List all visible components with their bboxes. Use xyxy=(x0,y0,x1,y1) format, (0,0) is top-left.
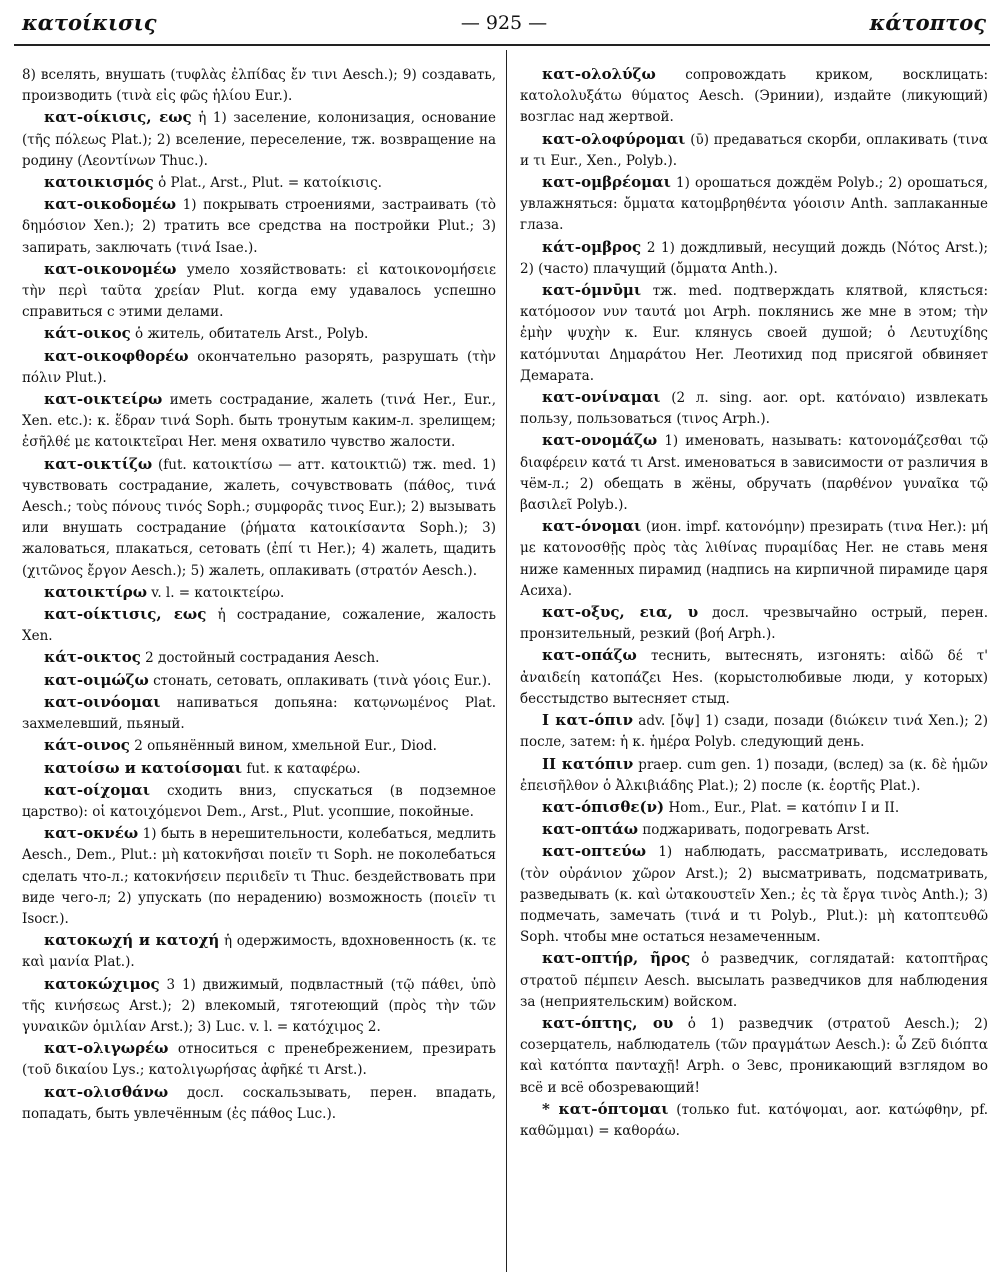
left-column xyxy=(22,64,496,1125)
dictionary-entry: κατ-οίκισις, εως ἡ 1) заселение, колонизация, основание (τῆς πόλεως Plat.); 2) вселение, переселение, тж. возвращение на родину (Λεοντίνων Thuc.). xyxy=(22,108,496,169)
dictionary-entry: κατ-οικτείρω иметь сострадание, жалеть (τινά Her., Eur., Xen. etc.): κ. ἕδραν τινά Soph. быть тронутым каким-л. зрелищем; ἐσῆλθέ με κατοικτεῖραι Her. меня охватило чувство жалости. xyxy=(22,390,496,451)
running-head-right: κάτοπτος xyxy=(869,10,986,35)
dictionary-entry: κατοικισμός ὁ Plat., Arst., Plut. = κατοίκισις. xyxy=(44,173,382,192)
dictionary-entry: κατοίσω и κατοίσομαι fut. к καταφέρω. xyxy=(44,758,361,777)
page-number: — 925 — xyxy=(460,12,548,34)
dictionary-entry: κατ-οινόομαι напиваться допьяна: κατῳνωμένος Plat. захмелевший, пьяный. xyxy=(22,692,496,733)
dictionary-entry: κατοκωχή и κατοχή ἡ одержимость, вдохновенность (κ. τε καὶ μανία Plat.). xyxy=(22,931,497,971)
dictionary-entry: κατ-οικονομέω умело хозяйствовать: εἰ κατοικονομήσειε τὴν περὶ ταῦτα χρείαν Plut. когда ему удавалось успешно справиться с этими делами. xyxy=(22,259,496,321)
dictionary-entry: κατ-οπτεύω 1) наблюдать, рассматривать, исследовать (τὸν οὐράνιον χῶρον Arst.); 2) высматривать, подсматривать, разведывать (κ. καὶ ὠτακουστεῖν Xen.; ἐς τὰ ἔργα τινὸς Anth.); 3) подмечать, замечать (τινά и τι Polyb., Plut.): μὴ κατοπτευθῶ Soph. чтобы мне остаться незамеченным. xyxy=(520,842,988,946)
dictionary-entry: κατ-όνομαι (ион. impf. κατονόμην) презирать (τινα Her.): μή με κατονοσθῇς πρὸς τὰς λιθίνας πυραμίδας Her. не ставь меня ниже каменных пирамид (надпись на кирпичной пирамиде царя Асиха). xyxy=(520,517,989,599)
dictionary-entry: κάτ-ομβρος 2 1) дождливый, несущий дождь (Νότος Arst.); 2) (часто) плачущий (ὄμματα Anth.). xyxy=(520,237,989,277)
page-header xyxy=(22,10,986,40)
dictionary-entry: κατ-οίχομαι сходить вниз, спускаться (в подземное царство): οἱ κατοιχόμενοι Dem., Arst., Plut. усопшие, покойные. xyxy=(22,780,496,820)
dictionary-entry: κατ-όμνῡμι тж. med. подтверждать клятвой, клясться: κατόμοσον νυν ταυτά μοι Arph. поклянись же мне в этом; τὴν ἐμὴν ψυχὴν κ. Eur. клянусь своей душой; ὁ Λευτυχίδης κατόμνυται Δημαράτου Her. Леотихид под присягой обвиняет Демарата. xyxy=(520,281,989,384)
header-rule xyxy=(14,44,990,46)
dictionary-entry: κατ-οιμώζω стонать, сетовать, оплакивать (τινὰ γόοις Eur.). xyxy=(44,670,492,689)
dictionary-entry: κατ-οκνέω 1) быть в нерешительности, колебаться, медлить Aesch., Dem., Plut.: μὴ κατοκνῆσαι ποιεῖν τι Soph. не поколебаться сделать что-л.; κατοκνήσειν περιιδεῖν τι Thuc. бездействовать при виде чего-л; 2) упускать (по нерадению) возможность (ποιεῖν τι Isocr.). xyxy=(22,824,496,927)
dictionary-entry: κατ-όπισθε(ν) Hom., Eur., Plat. = κατόπιν I и II. xyxy=(542,797,900,816)
dictionary-entry: κατ-ολισθάνω досл. соскальзывать, перен. впадать, попадать, быть увлечённым (ἐς πάθος Luc.). xyxy=(22,1082,497,1122)
dictionary-entry: κάτ-οικτος 2 достойный сострадания Aesch. xyxy=(44,648,380,667)
dictionary-entry: κατοικτίρω v. l. = κατοικτείρω. xyxy=(44,582,285,601)
dictionary-entry: κατοκώχιμος 3 1) движимый, подвластный (τῷ πάθει, ὑπὸ τῆς κινήσεως Arst.); 2) влекомый, тяготеющий (πρὸς τὴν τῶν γυναικῶν ὁμιλίαν Arst.); 3) Luc. v. l. = κατόχιμος 2. xyxy=(22,974,496,1035)
dictionary-entry: κατ-οικοφθορέω окончательно разорять, разрушать (τὴν πόλιν Plut.). xyxy=(22,346,496,386)
dictionary-entry: 8) вселять, внушать (τυφλὰς ἐλπίδας ἔν τινι Aesch.); 9) создавать, производить (τινὰ εἰς φῶς ἡλίου Eur.). xyxy=(22,67,496,105)
dictionary-entry: κατ-οξυς, εια, υ досл. чрезвычайно острый, перен. пронзительный, резкий (βοή Arph.). xyxy=(520,603,988,643)
dictionary-entry: κατ-ονίναμαι (2 л. sing. aor. opt. κατόναιο) извлекать пользу, пользоваться (τινος Arph.). xyxy=(520,388,988,428)
dictionary-entry: κατ-ονομάζω 1) именовать, называть: κατονομάζεσθαι τῷ διαφέρειν κατά τι Arst. именоваться в зависимости от различия в чём-л.; 2) обещать в жёны, обручать (παρθένον γυναῖκα τῷ βασιλεῖ Polyb.). xyxy=(520,431,988,514)
dictionary-entry: κατ-ολιγωρέω относиться с пренебрежением, презирать (τοῦ δικαίου Lys.; κατολιγωρήσας ἀφῆκέ τι Arst.). xyxy=(22,1039,496,1079)
dictionary-entry: κάτ-οικος ὁ житель, обитатель Arst., Polyb. xyxy=(44,324,369,343)
dictionary-entry: κάτ-οινος 2 опьянённый вином, хмельной Eur., Diod. xyxy=(44,736,437,755)
dictionary-entry: κατ-ολοφύρομαι (ῡ) предаваться скорби, оплакивать (τινα и τι Eur., Xen., Polyb.). xyxy=(520,129,988,169)
dictionary-entry: * κατ-όπτομαι (только fut. κατόψομαι, aor. κατώφθην, pf. καθῶμμαι) = καθοράω. xyxy=(520,1099,988,1139)
dictionary-entry: I κατ-όπιν adv. [ὄψ] 1) сзади, позади (διώκειν τινά Xen.); 2) после, затем: ἡ κ. ἡμέρα Polyb. следующий день. xyxy=(520,711,988,751)
right-column xyxy=(520,64,988,1142)
dictionary-entry: κατ-οικτίζω (fut. κατοικτίσω — атт. κατοικτιῶ) тж. med. 1) чувствовать сострадание, жалеть, сочувствовать (πάθος, τινά Aesch.; τοὺς πόνους τινός Soph.; συμφορᾶς τινος Eur.); 2) вызывать или внушать сострадание (ῥήματα κατοικίσαντα Soph.); 3) жаловаться, плакаться, сетовать (ἐπί τι Her.); 4) жалеть, щадить (χιτῶνος ἔργον Aesch.); 5) жалеть, оплакивать (στρατόν Aesch.). xyxy=(22,454,496,579)
dictionary-entry: II κατόπιν praep. cum gen. 1) позади, (вслед) за (κ. δὲ ἡμῶν ἐπεισῆλθον ὁ Ἀλκιβιάδης Plat.); 2) после (κ. ἑορτῆς Plat.). xyxy=(520,754,988,794)
dictionary-entry: κατ-οίκτισις, εως ἡ сострадание, сожаление, жалость Xen. xyxy=(22,605,496,645)
dictionary-entry: κατ-ολολύζω сопровождать криком, восклицать: κατολολυξάτω θύματος Aesch. (Эринии), издайте (ликующий) возглас над жертвой. xyxy=(520,65,988,126)
column-divider xyxy=(506,50,507,1272)
dictionary-entry: κατ-οπτήρ, ῆρος ὁ разведчик, соглядатай: κατοπτῆρας στρατοῦ πέμπειν Aesch. высылать разведчиков для наблюдения за (неприятельским) войском. xyxy=(520,949,989,1010)
dictionary-entry: κατ-οπτάω поджаривать, подогревать Arst. xyxy=(542,820,870,839)
running-head-left: κατοίκισις xyxy=(22,10,157,35)
dictionary-entry: κατ-ομβρέομαι 1) орошаться дождём Polyb.; 2) орошаться, увлажняться: ὄμματα κατομβρηθέντα γόοισιν Anth. заплаканные глаза. xyxy=(520,173,988,234)
dictionary-entry: κατ-οπάζω теснить, вытеснять, изгонять: αἰδῶ δέ τ' ἀναιδείη κατοπάζει Hes. (корыстолюбивые люди, у которых) бесстыдство вытесняет стыд. xyxy=(520,646,989,707)
dictionary-entry: κατ-οικοδομέω 1) покрывать строениями, застраивать (τὸ δημόσιον Xen.); 2) тратить все средства на постройки Plut.; 3) запирать, заключать (τινά Isae.). xyxy=(22,195,496,256)
dictionary-entry: κατ-όπτης, ου ὁ 1) разведчик (στρατοῦ Aesch.); 2) созерцатель, наблюдатель (τῶν πραγμάτων Aesch.): ὦ Ζεῦ διόπτα καὶ κατόπτα πανταχῇ! Arph. о Зевс, проникающий взглядом во всё и всё обозревающий! xyxy=(520,1013,989,1096)
